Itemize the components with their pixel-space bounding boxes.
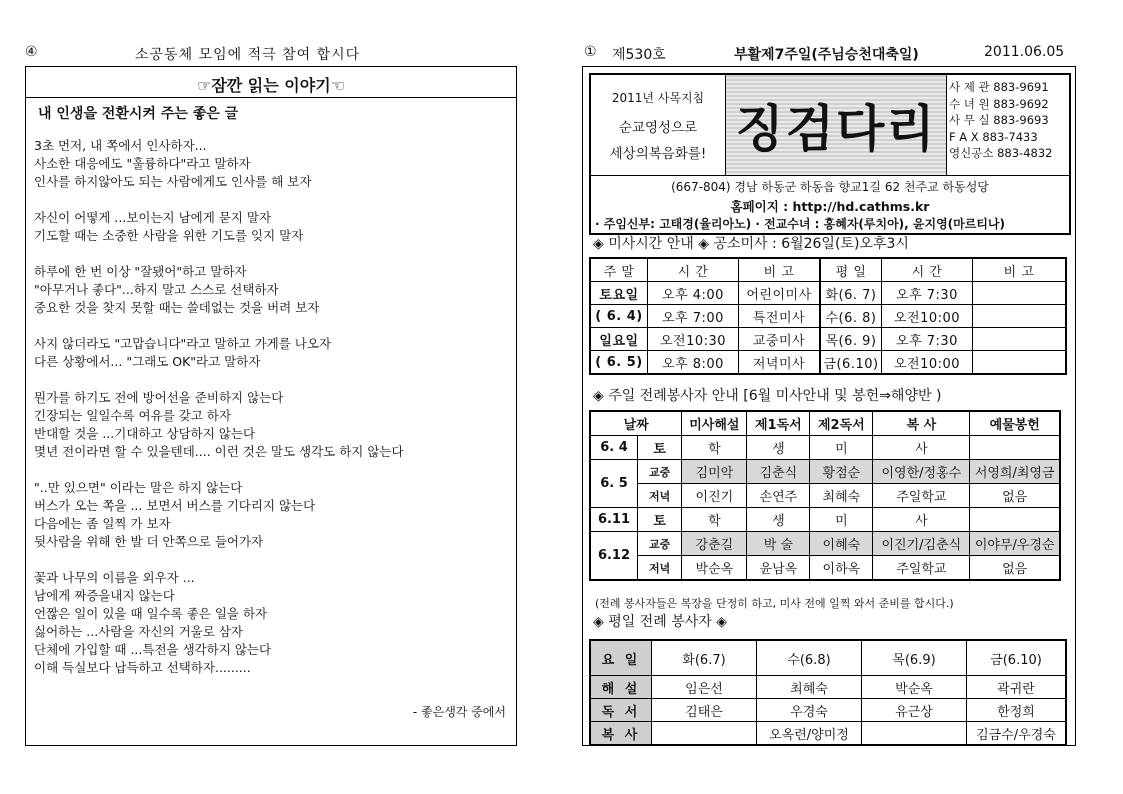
story-line: 언짢은 일이 있을 때 일수록 좋은 일을 하자 bbox=[34, 606, 268, 621]
issue-date: 2011.06.05 bbox=[984, 44, 1065, 60]
story-line: 사소한 대응에도 "훌륭하다"라고 말하자 bbox=[34, 156, 251, 171]
table-cell: 오후 7:30 bbox=[882, 282, 973, 305]
table-header-row bbox=[590, 640, 1066, 676]
story-line: "아무거나 좋다"...하지 말고 스스로 선택하자 bbox=[34, 282, 279, 297]
story-line: 하루에 한 번 이상 "잘됐어"하고 말하자 bbox=[34, 264, 247, 279]
table-cell: 금(6.10) bbox=[820, 351, 882, 375]
table-header: 주 말 bbox=[590, 258, 648, 282]
date-cell: 6.12 bbox=[590, 532, 638, 581]
table-cell: 김금수/우경숙 bbox=[967, 722, 1067, 746]
servers-table bbox=[589, 410, 1061, 581]
table-cell: 화(6. 7) bbox=[820, 282, 882, 305]
mass-tag: 저녁 bbox=[638, 484, 682, 508]
masthead bbox=[589, 73, 1071, 235]
table-cell: 최혜숙 bbox=[757, 676, 862, 699]
table-cell: 일요일 bbox=[590, 328, 648, 351]
table-cell: 오후 8:00 bbox=[648, 351, 739, 375]
liturgy-title: 부활제7주일(주님승천대축일) bbox=[734, 47, 919, 63]
weekday-servers-table bbox=[589, 639, 1067, 746]
table-cell: 없음 bbox=[970, 556, 1060, 581]
left-header-slogan: 소공동체 모임에 적극 참여 합시다 bbox=[135, 47, 361, 63]
table-cell bbox=[973, 328, 1067, 351]
table-cell bbox=[652, 722, 757, 746]
table-cell: 미 bbox=[810, 436, 873, 460]
date-cell: 6.11 bbox=[590, 508, 638, 532]
blank-line bbox=[34, 191, 512, 209]
table-cell: 이야무/우경순 bbox=[970, 532, 1060, 556]
contact-item: 사 제 관 883-9691 bbox=[949, 80, 1049, 94]
table-cell: 이영한/정홍수 bbox=[873, 460, 970, 484]
mass-schedule-table bbox=[589, 257, 1067, 375]
table-header: 제1독서 bbox=[747, 411, 810, 436]
table-cell: 황점순 bbox=[810, 460, 873, 484]
right-page-number: ① bbox=[584, 44, 597, 60]
story-line: "..만 있으면" 이라는 말은 하지 않는다 bbox=[34, 480, 243, 495]
table-header: 화(6.7) bbox=[652, 640, 757, 676]
table-row bbox=[590, 676, 1066, 699]
mass-tag: 교중 bbox=[638, 460, 682, 484]
table-row bbox=[590, 722, 1066, 746]
story-line: 뒷사람을 위해 한 발 더 안쪽으로 들어가자 bbox=[34, 534, 264, 549]
table-cell: 특전미사 bbox=[739, 305, 821, 328]
table-cell: 주일학교 bbox=[873, 556, 970, 581]
table-header: 예물봉헌 bbox=[970, 411, 1060, 436]
story-line: 사지 않더라도 "고맙습니다"라고 말하고 가게를 나오자 bbox=[34, 336, 332, 351]
table-header: 시 간 bbox=[882, 258, 973, 282]
story-line: 다른 상황에서... "그래도 OK"라고 말하자 bbox=[34, 354, 261, 369]
table-cell: 김미악 bbox=[682, 460, 747, 484]
divider bbox=[591, 175, 1069, 176]
table-header-row bbox=[590, 411, 1060, 436]
servers-title: ◈ 주일 전례봉사자 안내 [6월 미사안내 및 봉헌⇒해양반 ) bbox=[593, 388, 942, 404]
blank-line bbox=[34, 317, 512, 335]
table-cell bbox=[862, 722, 967, 746]
table-cell: 강춘길 bbox=[682, 532, 747, 556]
table-header: 미사해설 bbox=[682, 411, 747, 436]
story-line: 꽃과 나무의 이름을 외우자 ... bbox=[34, 570, 195, 585]
table-cell: 사 bbox=[873, 508, 970, 532]
table-cell: 이진기 bbox=[682, 484, 747, 508]
table-cell: 우경숙 bbox=[757, 699, 862, 722]
row-label: 해 설 bbox=[590, 676, 652, 699]
table-cell: ( 6. 5) bbox=[590, 351, 648, 375]
story-line: 단체에 가입할 때 ...특전을 생각하지 않는다 bbox=[34, 642, 272, 657]
table-cell: 학 bbox=[682, 508, 747, 532]
story-box bbox=[25, 66, 517, 746]
table-cell: 손연주 bbox=[747, 484, 810, 508]
pastor-line: · 주임신부: 고태경(율리아노) · 전교수녀 : 홍혜자(루치아), 윤지영(마르티나) bbox=[595, 217, 1006, 231]
story-line: 이해 득실보다 납득하고 선택하자......... bbox=[34, 660, 251, 675]
table-cell: 유근상 bbox=[862, 699, 967, 722]
table-header: 평 일 bbox=[820, 258, 882, 282]
table-cell: 윤남옥 bbox=[747, 556, 810, 581]
story-line: 버스가 오는 쪽을 ... 보면서 버스를 기다리지 않는다 bbox=[34, 498, 316, 513]
table-cell: 목(6. 9) bbox=[820, 328, 882, 351]
mass-tag: 교중 bbox=[638, 532, 682, 556]
date-cell: 6. 4 bbox=[590, 436, 638, 460]
story-line: 자신이 어떻게 ...보이는지 남에게 묻지 말자 bbox=[34, 210, 272, 225]
story-line: 반대할 것을 ...기대하고 상담하지 않는다 bbox=[34, 426, 256, 441]
servers-note: (전례 봉사자들은 복장을 단정히 하고, 미사 전에 일찍 와서 준비를 합시다.) bbox=[595, 597, 954, 610]
table-cell: 교중미사 bbox=[739, 328, 821, 351]
table-header: 비 고 bbox=[739, 258, 821, 282]
table-row bbox=[590, 351, 1066, 375]
mass-schedule-title: ◈ 미사시간 안내 ◈ 공소미사 : 6월26일(토)오후3시 bbox=[593, 236, 909, 252]
table-cell: 저녁미사 bbox=[739, 351, 821, 375]
table-header: 비 고 bbox=[973, 258, 1067, 282]
story-line: 중요한 것을 찾지 못할 때는 쓸데없는 것을 버려 보자 bbox=[34, 300, 320, 315]
table-cell: 박순옥 bbox=[862, 676, 967, 699]
table-cell: 수(6. 8) bbox=[820, 305, 882, 328]
table-cell: 오전10:30 bbox=[648, 328, 739, 351]
table-cell: 이혜숙 bbox=[810, 532, 873, 556]
table-cell: 오후 7:00 bbox=[648, 305, 739, 328]
table-cell: 최혜숙 bbox=[810, 484, 873, 508]
contact-item: 사 무 실 883-9693 bbox=[949, 113, 1049, 127]
contact-item: 수 녀 원 883-9692 bbox=[949, 96, 1049, 111]
right-page-header bbox=[584, 44, 1074, 64]
table-header: 날짜 bbox=[590, 411, 682, 436]
story-title: 잠깐 읽는 이야기 bbox=[211, 76, 331, 95]
left-page-header bbox=[25, 44, 517, 64]
table-cell: 생 bbox=[747, 436, 810, 460]
divider bbox=[26, 97, 516, 98]
hand-left-icon: ☜ bbox=[330, 76, 346, 95]
bulletin-box bbox=[582, 66, 1076, 746]
table-cell: 미 bbox=[810, 508, 873, 532]
story-line: 3초 먼저, 내 쪽에서 인사하자... bbox=[34, 138, 207, 153]
story-title-row bbox=[26, 73, 516, 96]
table-row bbox=[590, 282, 1066, 305]
table-row bbox=[590, 305, 1066, 328]
story-line: 기도할 때는 소중한 사람을 위한 기도를 잊지 말자 bbox=[34, 228, 304, 243]
table-header: 목(6.9) bbox=[862, 640, 967, 676]
left-page-number: ④ bbox=[25, 44, 38, 60]
table-cell: 이하옥 bbox=[810, 556, 873, 581]
story-line: 싫어하는 ...사람을 자신의 거울로 삼자 bbox=[34, 624, 243, 639]
church-address: (667-804) 경남 하동군 하동읍 향교1길 62 천주교 하동성당 bbox=[671, 180, 989, 194]
table-cell: 오옥련/양미정 bbox=[757, 722, 862, 746]
table-cell bbox=[973, 305, 1067, 328]
table-cell: 오전10:00 bbox=[882, 351, 973, 375]
table-cell: 학 bbox=[682, 436, 747, 460]
table-cell: 어린이미사 bbox=[739, 282, 821, 305]
table-row bbox=[590, 508, 1060, 532]
table-cell bbox=[973, 351, 1067, 375]
table-cell: 박 술 bbox=[747, 532, 810, 556]
newsletter-logo: 징검다리 bbox=[726, 75, 947, 175]
table-cell: 오전10:00 bbox=[882, 305, 973, 328]
story-subtitle: 내 인생을 전환시켜 주는 좋은 글 bbox=[38, 106, 239, 122]
mass-tag: 저녁 bbox=[638, 556, 682, 581]
table-cell bbox=[973, 282, 1067, 305]
story-line: 뭔가를 하기도 전에 방어선을 준비하지 않는다 bbox=[34, 390, 284, 405]
hand-right-icon: ☞ bbox=[196, 76, 212, 95]
day-tag: 토 bbox=[638, 436, 682, 460]
contact-item: F A X 883-7433 bbox=[949, 129, 1038, 144]
table-row bbox=[590, 484, 1060, 508]
story-text bbox=[34, 137, 512, 677]
table-cell: 생 bbox=[747, 508, 810, 532]
story-line: 인사를 하지않아도 되는 사람에게도 인사를 해 보자 bbox=[34, 174, 312, 189]
table-row bbox=[590, 699, 1066, 722]
table-header: 복 사 bbox=[873, 411, 970, 436]
table-row bbox=[590, 328, 1066, 351]
table-cell: 이진기/김춘식 bbox=[873, 532, 970, 556]
table-cell: 사 bbox=[873, 436, 970, 460]
homepage-link[interactable]: 홈페이지 : http://hd.cathms.kr bbox=[730, 199, 930, 214]
table-header: 요 일 bbox=[590, 640, 652, 676]
row-label: 복 사 bbox=[590, 722, 652, 746]
table-header: 제2독서 bbox=[810, 411, 873, 436]
motto-line-2: 순교영성으로 bbox=[618, 120, 698, 136]
story-line: 남에게 짜증을내지 않는다 bbox=[34, 588, 175, 603]
table-cell: 김춘식 bbox=[747, 460, 810, 484]
day-tag: 토 bbox=[638, 508, 682, 532]
contact-list bbox=[949, 79, 1067, 162]
table-cell: 오후 4:00 bbox=[648, 282, 739, 305]
table-row bbox=[590, 436, 1060, 460]
table-row bbox=[590, 460, 1060, 484]
table-cell: 한정희 bbox=[967, 699, 1067, 722]
table-header: 금(6.10) bbox=[967, 640, 1067, 676]
table-cell: 주일학교 bbox=[873, 484, 970, 508]
table-cell bbox=[970, 436, 1060, 460]
story-line: 긴장되는 일일수록 여유를 갖고 하자 bbox=[34, 408, 232, 423]
table-cell: 곽귀란 bbox=[967, 676, 1067, 699]
table-header-row bbox=[590, 258, 1066, 282]
row-label: 독 서 bbox=[590, 699, 652, 722]
issue-number: 제530호 bbox=[612, 47, 666, 63]
table-header: 수(6.8) bbox=[757, 640, 862, 676]
weekday-servers-title: ◈ 평일 전례 봉사자 ◈ bbox=[593, 614, 728, 630]
table-cell: 없음 bbox=[970, 484, 1060, 508]
contact-item: 영신공소 883-4832 bbox=[949, 146, 1053, 160]
blank-line bbox=[34, 245, 512, 263]
story-source: - 좋은생각 중에서 bbox=[412, 705, 506, 719]
date-cell: 6. 5 bbox=[590, 460, 638, 508]
table-cell: 오후 7:30 bbox=[882, 328, 973, 351]
motto-line-1: 2011년 사목지침 bbox=[611, 91, 705, 105]
table-cell: ( 6. 4) bbox=[590, 305, 648, 328]
blank-line bbox=[34, 461, 512, 479]
blank-line bbox=[34, 551, 512, 569]
table-cell: 토요일 bbox=[590, 282, 648, 305]
table-cell bbox=[970, 508, 1060, 532]
table-row bbox=[590, 532, 1060, 556]
table-row bbox=[590, 556, 1060, 581]
table-cell: 김태은 bbox=[652, 699, 757, 722]
motto-block bbox=[591, 75, 726, 175]
table-cell: 서영희/최영금 bbox=[970, 460, 1060, 484]
story-line: 몇년 전이라면 할 수 있을텐데.... 이런 것은 말도 생각도 하지 않는다 bbox=[34, 444, 404, 459]
story-line: 다음에는 좀 일찍 가 보자 bbox=[34, 516, 171, 531]
motto-line-3: 세상의복음화를! bbox=[609, 146, 707, 162]
blank-line bbox=[34, 371, 512, 389]
table-cell: 박순옥 bbox=[682, 556, 747, 581]
table-cell: 임은선 bbox=[652, 676, 757, 699]
table-header: 시 간 bbox=[648, 258, 739, 282]
